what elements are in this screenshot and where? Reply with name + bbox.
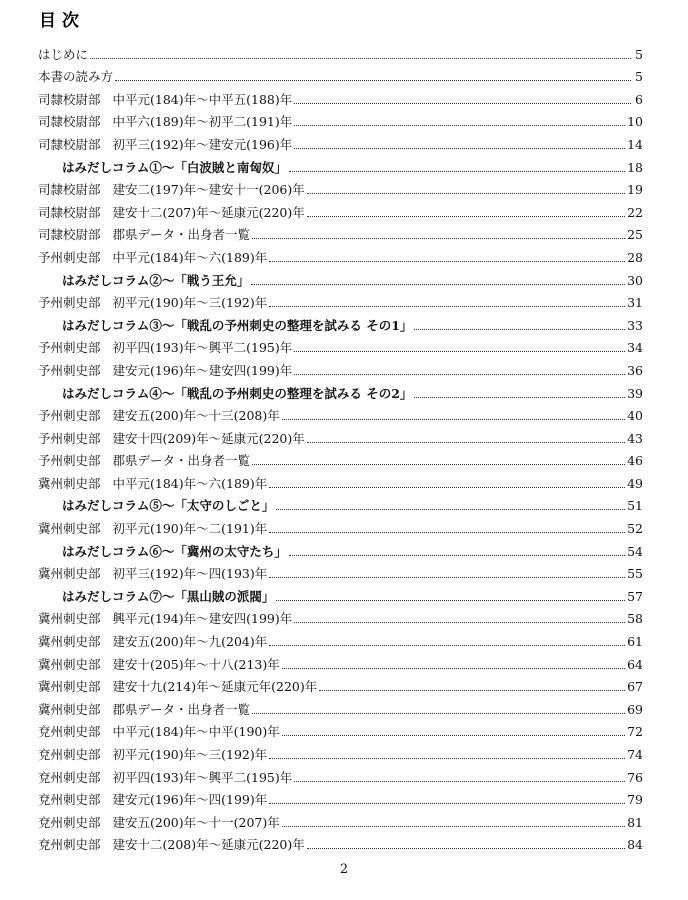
toc-entry-section: 司隸校尉部: [38, 91, 101, 107]
dot-leader: [294, 125, 625, 126]
toc-entry-text: 初平三(192)年～四(193)年: [112, 566, 268, 582]
toc-column-entry: [38, 536, 643, 559]
toc-entry-text: 建安二(197)年～建安十一(206)年: [112, 182, 305, 198]
toc-entry-title: [38, 364, 292, 378]
dot-leader: [289, 555, 625, 556]
dot-leader: [307, 848, 625, 849]
toc-entry-text: 建安十二(208)年～延康元(220)年: [112, 837, 305, 853]
toc-entry-page: 6: [635, 91, 643, 107]
toc-entry-page: 69: [627, 701, 643, 717]
toc-entry-section: 兗州刺史部: [38, 792, 101, 808]
toc-entry-title: [38, 138, 292, 152]
toc-entry: [38, 830, 643, 853]
toc-entry-title: [38, 409, 280, 423]
toc-entry-text: 中平六(189)年～初平二(191)年: [112, 114, 293, 130]
toc-entry: [38, 762, 643, 785]
dot-leader: [294, 622, 625, 623]
toc-entry-title: [38, 793, 267, 807]
dot-leader: [90, 58, 631, 59]
toc-entry-title: [38, 838, 305, 852]
dot-leader: [282, 735, 625, 736]
toc-entry-title: [38, 93, 292, 107]
toc-entry-title: [38, 454, 250, 468]
toc-entry-title: [38, 522, 267, 536]
toc-entry-text: はみだしコラム⑤～「太守のしごと」: [62, 498, 275, 514]
toc-entry-page: 72: [627, 724, 643, 740]
dot-leader: [269, 261, 625, 262]
toc-entry-page: 74: [627, 747, 643, 762]
toc-column-entry: [38, 265, 643, 288]
toc-column-entry: [38, 152, 643, 175]
toc-entry-title: [38, 725, 280, 739]
toc-entry-section: 司隸校尉部: [38, 227, 101, 243]
toc-entry-title: [38, 567, 267, 581]
toc-entry-title: [38, 612, 292, 626]
dot-leader: [276, 509, 625, 510]
toc-entry-page: 61: [627, 634, 643, 650]
toc-entry-title: [62, 499, 274, 513]
toc-entry: [38, 694, 643, 717]
toc-entry-section: 予州刺史部: [38, 340, 101, 356]
toc-entry-text: 中平元(184)年～六(189)年: [112, 475, 268, 491]
dot-leader: [269, 306, 625, 307]
toc-entry-page: 28: [627, 249, 643, 265]
toc-entry: [38, 807, 643, 830]
dot-leader: [252, 238, 625, 239]
toc-entry-text: 興平元(194)年～建安四(199)年: [112, 611, 293, 627]
dot-leader: [269, 645, 625, 646]
toc-entry: [38, 62, 643, 85]
toc-entry-page: 46: [627, 453, 643, 469]
toc-entry-text: 建安十二(207)年～延康元(220)年: [112, 204, 305, 220]
toc-entry-text: 本書の読み方: [38, 69, 114, 85]
toc-entry-title: [62, 161, 287, 175]
toc-entry-section: 司隸校尉部: [38, 204, 101, 220]
toc-entry-title: [38, 680, 317, 694]
toc-entry-title: [38, 70, 113, 84]
toc-entry-section: 冀州刺史部: [38, 475, 101, 491]
dot-leader: [414, 397, 625, 398]
toc-entry-page: 51: [627, 498, 643, 514]
toc-entry-text: 建安十(205)年～十八(213)年: [112, 656, 280, 672]
toc-entry: [38, 468, 643, 491]
toc-entry-text: 建安元(196)年～建安四(199)年: [112, 362, 293, 378]
toc-column-entry: [38, 378, 643, 401]
toc-entry-text: 郡県データ・出身者一覧: [112, 453, 251, 469]
toc-entry: [38, 513, 643, 536]
toc-entry-page: 55: [627, 566, 643, 582]
toc-entry-title: [38, 296, 267, 310]
toc-entry: [38, 107, 643, 130]
toc-entry-section: 司隸校尉部: [38, 114, 101, 130]
toc-entry-page: 36: [627, 362, 643, 378]
dot-leader: [414, 329, 625, 330]
toc-entry: [38, 242, 643, 265]
toc-entry-page: 58: [627, 611, 643, 627]
toc-entry-text: 初平三(192)年～建安元(196)年: [112, 136, 293, 152]
dot-leader: [294, 351, 625, 352]
toc-entry-page: 5: [635, 46, 643, 62]
toc-entry-text: はみだしコラム③～「戦乱の予州刺史の整理を試みる その1」: [62, 317, 413, 333]
dot-leader: [252, 464, 625, 465]
toc-entry-section: 兗州刺史部: [38, 724, 101, 740]
toc-entry-page: 40: [627, 408, 643, 424]
toc-entry-text: はみだしコラム②～「戦う王允」: [62, 272, 250, 288]
toc-entry-text: はみだしコラム⑥～「冀州の太守たち」: [62, 543, 287, 559]
dot-leader: [269, 487, 625, 488]
toc-entry: [38, 785, 643, 808]
toc-entry-section: 冀州刺史部: [38, 566, 101, 582]
toc-entry-title: [38, 251, 267, 265]
toc-entry-title: [38, 432, 305, 446]
dot-leader: [269, 577, 625, 578]
toc-entry-section: 兗州刺史部: [38, 814, 101, 830]
toc-entry-section: 冀州刺史部: [38, 701, 101, 717]
toc-entry-title: [38, 658, 280, 672]
toc-entry-text: はじめに: [38, 46, 89, 62]
toc-entry-page: 22: [627, 204, 643, 220]
toc-entry: [38, 604, 643, 627]
toc-entry: [38, 446, 643, 469]
dot-leader: [251, 284, 625, 285]
toc-entry-text: 初平元(190)年～二(191)年: [112, 521, 268, 537]
toc-entry: [38, 288, 643, 311]
toc-entry-title: [62, 274, 249, 288]
toc-entry-section: 予州刺史部: [38, 249, 101, 265]
dot-leader: [294, 374, 625, 375]
toc-entry-section: 予州刺史部: [38, 362, 101, 378]
toc-entry-page: 18: [627, 159, 643, 175]
toc-entry-text: 中平元(184)年～中平五(188)年: [112, 91, 293, 107]
toc-entry: [38, 401, 643, 424]
toc-entry-page: 10: [627, 114, 643, 130]
dot-leader: [294, 781, 625, 782]
toc-entry-page: 52: [627, 521, 643, 537]
toc-entry-section: 予州刺史部: [38, 430, 101, 446]
dot-leader: [307, 216, 625, 217]
toc-entry-page: 34: [627, 340, 643, 356]
toc-entry-page: 81: [627, 814, 643, 830]
dot-leader: [282, 826, 625, 827]
toc-entry: [38, 672, 643, 695]
toc-entry-section: 冀州刺史部: [38, 634, 101, 650]
toc-entry-text: はみだしコラム①～「白波賊と南匈奴」: [62, 159, 287, 175]
dot-leader: [269, 532, 625, 533]
toc-entry-page: 57: [627, 588, 643, 604]
toc-entry-section: 予州刺史部: [38, 453, 101, 469]
toc-entry-title: [38, 48, 88, 62]
toc-entry: [38, 197, 643, 220]
toc-entry-section: 司隸校尉部: [38, 182, 101, 198]
toc-column-entry: [38, 581, 643, 604]
toc-entry-page: 19: [627, 182, 643, 198]
toc-entry-text: 建安五(200)年～十三(208)年: [112, 408, 280, 424]
toc-entry-text: 郡県データ・出身者一覧: [112, 701, 251, 717]
toc-entry-page: 67: [627, 679, 643, 695]
toc-entry-section: 兗州刺史部: [38, 837, 101, 853]
toc-entry: [38, 355, 643, 378]
toc-entry: [38, 220, 643, 243]
toc-entry-title: [38, 228, 250, 242]
toc-entry-title: [62, 590, 274, 604]
toc-entry-title: [38, 477, 267, 491]
dot-leader: [294, 103, 631, 104]
dot-leader: [276, 600, 625, 601]
dot-leader: [294, 148, 625, 149]
dot-leader: [289, 171, 625, 172]
toc-entry-page: 31: [627, 295, 643, 311]
toc-entry: [38, 717, 643, 740]
toc-entry-page: 49: [627, 475, 643, 491]
toc-column-entry: [38, 310, 643, 333]
toc-entry: [38, 129, 643, 152]
page-title: 目次: [39, 11, 85, 31]
toc-entry-text: 建安元(196)年～四(199)年: [112, 792, 268, 808]
dot-leader: [252, 713, 625, 714]
toc-entry-page: 14: [627, 136, 643, 152]
toc-entry-title: [38, 115, 292, 129]
dot-leader: [269, 758, 625, 759]
toc-entry-page: 5: [635, 69, 643, 85]
toc-entry-section: 兗州刺史部: [38, 769, 101, 785]
toc-entry: [38, 559, 643, 582]
toc-entry: [38, 649, 643, 672]
toc-entry-title: [38, 748, 267, 762]
toc-entry: [38, 626, 643, 649]
toc-entry-section: 冀州刺史部: [38, 611, 101, 627]
table-of-contents: [38, 39, 643, 852]
toc-entry-text: 初平元(190)年～三(192)年: [112, 747, 268, 762]
toc-entry-page: 76: [627, 769, 643, 785]
toc-entry: [38, 175, 643, 198]
toc-entry-page: 79: [627, 792, 643, 808]
toc-entry: [38, 84, 643, 107]
dot-leader: [307, 442, 625, 443]
toc-entry-title: [38, 771, 292, 785]
toc-entry-title: [62, 387, 412, 401]
toc-entry-page: 43: [627, 430, 643, 446]
toc-entry-text: 初平四(193)年～興平二(195)年: [112, 769, 293, 785]
toc-entry-text: 郡県データ・出身者一覧: [112, 227, 251, 243]
toc-entry-text: はみだしコラム⑦～「黒山賊の派閥」: [62, 588, 275, 604]
toc-entry-section: 冀州刺史部: [38, 656, 101, 672]
toc-entry-text: 建安十四(209)年～延康元(220)年: [112, 430, 305, 446]
toc-entry-section: 予州刺史部: [38, 295, 101, 311]
toc-entry-title: [38, 635, 267, 649]
toc-entry: [38, 333, 643, 356]
toc-entry-text: はみだしコラム④～「戦乱の予州刺史の整理を試みる その2」: [62, 385, 413, 401]
dot-leader: [282, 668, 625, 669]
dot-leader: [282, 419, 625, 420]
toc-entry-text: 初平元(190)年～三(192)年: [112, 295, 268, 311]
toc-entry-page: 39: [627, 385, 643, 401]
toc-entry-section: 予州刺史部: [38, 408, 101, 424]
toc-entry: [38, 39, 643, 62]
toc-entry-page: 33: [627, 317, 643, 333]
toc-entry-page: 54: [627, 543, 643, 559]
toc-entry-title: [38, 703, 250, 717]
toc-entry-section: 冀州刺史部: [38, 521, 101, 537]
dot-leader: [115, 80, 631, 81]
toc-entry-page: 30: [627, 272, 643, 288]
dot-leader: [307, 193, 625, 194]
toc-entry-text: 中平元(184)年～中平(190)年: [112, 724, 280, 740]
toc-entry: [38, 423, 643, 446]
toc-entry-text: 初平四(193)年～興平二(195)年: [112, 340, 293, 356]
dot-leader: [269, 803, 625, 804]
toc-entry-text: 中平元(184)年～六(189)年: [112, 249, 268, 265]
toc-entry-text: 建安五(200)年～十一(207)年: [112, 814, 280, 830]
toc-entry-section: 司隸校尉部: [38, 136, 101, 152]
toc-entry-page: 64: [627, 656, 643, 672]
toc-entry-title: [38, 816, 280, 830]
toc-entry: [38, 739, 643, 762]
toc-entry-text: 建安五(200)年～九(204)年: [112, 634, 268, 650]
toc-entry-title: [38, 341, 292, 355]
toc-column-entry: [38, 491, 643, 514]
toc-entry-section: 冀州刺史部: [38, 679, 101, 695]
toc-entry-page: 25: [627, 227, 643, 243]
toc-entry-page: 84: [627, 837, 643, 853]
toc-entry-title: [62, 545, 287, 559]
page-number: 2: [339, 862, 349, 877]
toc-entry-title: [62, 319, 412, 333]
toc-entry-text: 建安十九(214)年～延康元年(220)年: [112, 679, 318, 695]
toc-entry-title: [38, 183, 305, 197]
toc-entry-section: 兗州刺史部: [38, 747, 101, 762]
dot-leader: [319, 690, 625, 691]
toc-entry-title: [38, 206, 305, 220]
